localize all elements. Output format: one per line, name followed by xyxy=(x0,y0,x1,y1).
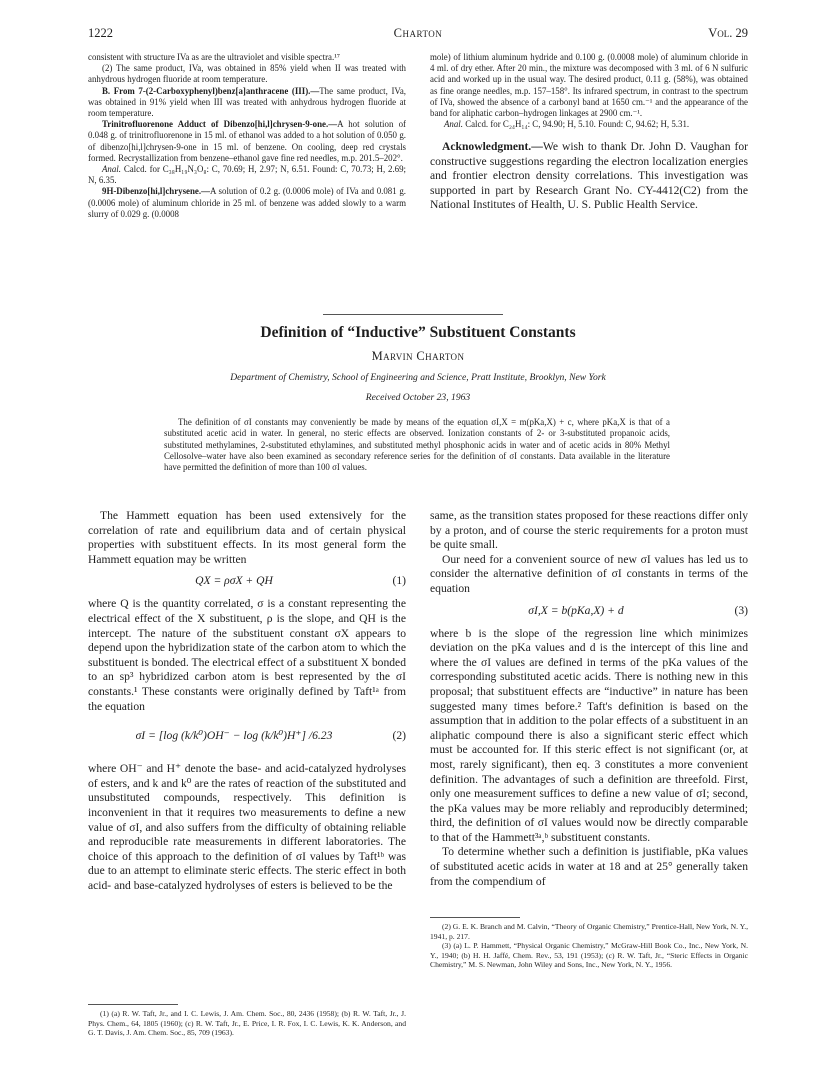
section-heading: B. From 7-(2-Carboxyphenyl)benz[a]anthracene (III).— xyxy=(102,85,320,96)
equation-2 xyxy=(88,718,406,758)
paragraph: where Q is the quantity correlated, σ is a constant representing the electrical effect of the X substituent, ρ is the slope, and QH is the intercept. The nature of the substituent constant σX appears to depend upon the hybridization state of the carbon atom to which the substituent is bonded. The electrical effect of a substituent X bonded to an sp³ hybridized carbon atom is best represented by the σI constants.¹ These constants were originally defined by Taft¹ᵃ from the equation xyxy=(88,597,406,713)
paragraph: 9H-Dibenzo[hi,l]chrysene.—A solution of 0.2 g. (0.0006 mole) of IVa and 0.081 g. (0.0006 mole) of aluminum chloride in 25 ml. of benzene was added slowly to a warm slurry of 0.029 g. (0.0008 xyxy=(88,186,406,219)
running-head xyxy=(88,26,748,44)
paragraph: To determine whether such a definition is justifiable, pKa values of substituted acetic acids in water at 18 and at 25° generally taken from the compendium of xyxy=(430,845,748,888)
paragraph: same, as the transition states proposed for these reactions differ only by a proton, and of course the steric requirements for a proton must be quite small. xyxy=(430,509,748,552)
body-right-column xyxy=(430,509,748,889)
body-left-column xyxy=(88,509,406,893)
paragraph: Anal. Calcd. for C₂₄H₁₄: C, 94.90; H, 5.10. Found: C, 94.62; H, 5.31. xyxy=(444,119,690,130)
acknowledgment: Acknowledgment.—We wish to thank Dr. John D. Vaughan for constructive suggestions regarding the electron localization energies and frontier electron density correlations. This investigation was supported in part by Research Grant No. CY-4412(C2) from the National Institutes of Health, U. S. Public Health Service. xyxy=(430,140,748,212)
author-affiliation: Department of Chemistry, School of Engineering and Science, Pratt Institute, Brooklyn, New York xyxy=(230,372,606,383)
section-heading: 9H-Dibenzo[hi,l]chrysene.— xyxy=(102,186,210,197)
article-author: Marvin Charton xyxy=(371,349,465,363)
volume-label: Vol. 29 xyxy=(708,26,748,40)
paragraph: where b is the slope of the regression line which minimizes deviation on the pKa values and d is the intercept of this line and where the σI values are defined in terms of the pKa values of the corresponding substituted acetic acids. There is nothing new in this proposal; that substituent effects are “inductive” in nature has been suggested many times before.² Taft's definition is based on the assumption that in addition to the polar effects of a substituent in an aliphatic compound there is also a significant steric effect which must be accounted for. If this steric effect is not significant (or, at most, rarely significant), then eq. 3 constitutes a more convenient definition. The advantages of such a definition are threefold. First, only one measurement suffices to define a new value of σI; second, the pKa values may be more reliably and reproducibly determined; third, the definition of σI values would now be directly comparable to that of the Hammett³ᵃ,ᵇ substituent constants. xyxy=(430,626,748,844)
running-head-author: Charton xyxy=(393,26,443,40)
equation-number: (1) xyxy=(392,574,406,588)
footnote: (2) G. E. K. Branch and M. Calvin, “Theory of Organic Chemistry,” Prentice-Hall, New York, N. Y., 1941, p. 217. xyxy=(430,922,748,941)
section-heading: Trinitrofluorenone Adduct of Dibenzo[hi,l]chrysen-9-one.— xyxy=(102,119,338,130)
abstract: The definition of σI constants may conveniently be made by means of the equation σI,X = m(pKa,X) + c, where pKa,X is that of a substituted acetic acid in water. In general, no steric effects are observed. Ionization constants of 2- or 3-substituted propanoic acids, substituted methylamines, 2-substituted ethylamines, and substituted methyl phosphonic acids in water and of acetic acids in 80% Methyl Cellosolve–water have also been examined as secondary reference series for the definition of σI constants. Data available in the literature have permitted the definition of more than 100 σI values. xyxy=(164,417,670,473)
paragraph: The Hammett equation has been used extensively for the correlation of rate and equilibrium data and of certain physical properties with substituent effects. In its most general form the Hammett equation may be written xyxy=(88,509,406,566)
paragraph: Trinitrofluorenone Adduct of Dibenzo[hi,l]chrysen-9-one.—A hot solution of 0.048 g. of trinitrofluorenone in 15 ml. of ethanol was added to a hot solution of 0.050 g. of dibenzo[hi,l]chrysen-9-one in 15 ml. of benzene. On cooling, deep red crystals formed. Recrystallization from benzene–ethanol gave fine red needles, m.p. 201.5–202°. xyxy=(88,119,406,163)
anal-label: Anal. xyxy=(102,164,121,175)
equation-number: (2) xyxy=(392,729,406,743)
footnote-rule xyxy=(88,1004,178,1005)
paragraph: B. From 7-(2-Carboxyphenyl)benz[a]anthracene (III).—The same product, IVa, was obtained in 91% yield when III was treated with anhydrous hydrogen fluoride at room temperature. xyxy=(88,85,406,119)
equation-expression: σI = [log (k/k⁰)OH⁻ − log (k/k⁰)H⁺] /6.23 xyxy=(135,729,333,743)
previous-article-right-column xyxy=(430,52,748,213)
footnotes-left xyxy=(88,1009,406,1038)
previous-article-left-column xyxy=(88,52,406,220)
paragraph: where OH⁻ and H⁺ denote the base- and acid-catalyzed hydrolyses of esters, and k and k⁰ are the rates of reaction of the substituted and unsubstituted compounds, respectively. This definition is inconvenient in that it requires two measurements to define a new value of σI, and also suffers from the difficulty of obtaining reliable and reproducible rate measurements in different laboratories. The choice of this approach to the definition of σI values by Taft¹ᵇ was due to an attempt to eliminate steric effects. The steric effect in both acid- and base-catalyzed hydrolyses of esters is believed to be the xyxy=(88,762,406,892)
footnote: (3) (a) L. P. Hammett, “Physical Organic Chemistry,” McGraw-Hill Book Co., Inc., New York, N. Y., 1940; (b) H. H. Jaffé, Chem. Rev., 53, 191 (1953); (c) R. W. Taft, Jr., “Steric Effects in Organic Chemistry,” M. S. Newman, John Wiley and Sons, Inc., New York, N. Y., 1956. xyxy=(430,941,748,969)
equation-expression: σI,X = b(pKa,X) + d xyxy=(528,603,624,617)
paragraph: consistent with structure IVa as are the ultraviolet and visible spectra.¹⁷ xyxy=(88,52,340,62)
paragraph: mole) of lithium aluminum hydride and 0.100 g. (0.0008 mole) of aluminum chloride in 4 ml. of dry ether. After 20 min., the mixture was decomposed with 3 ml. of 6 N sulfuric acid and worked up in the usual way. The desired product, 0.11 g. (58%), was obtained as fine orange needles, m.p. 157–158°. Its infrared spectrum, in contrast to the spectrum of IVa, showed the absence of a carbonyl band at 1650 cm.⁻¹ and the appearance of the band for aliphatic carbon–hydrogen linkages at 2900 cm.⁻¹. xyxy=(430,52,748,119)
paragraph: Our need for a convenient source of new σI values has led us to consider the alternative definition of σI constants in terms of the equation xyxy=(430,552,748,595)
footnotes-right xyxy=(430,922,748,970)
article-divider xyxy=(323,314,503,315)
anal-label: Anal. xyxy=(444,119,463,130)
footnote: (1) (a) R. W. Taft, Jr., and I. C. Lewis, J. Am. Chem. Soc., 80, 2436 (1958); (b) R. W. Taft, Jr., J. Phys. Chem., 64, 1805 (1960); (c) R. W. Taft, Jr., E. Price, I. R. Fox, I. C. Lewis, K. K. Anderson, and G. T. Davis, J. Am. Chem. Soc., 85, 709 (1963). xyxy=(88,1009,406,1037)
page-number: 1222 xyxy=(88,26,113,40)
article-title: Definition of “Inductive” Substituent Constants xyxy=(260,324,576,341)
paragraph: (2) The same product, IVa, was obtained in 85% yield when II was treated with anhydrous hydrogen fluoride at room temperature. xyxy=(88,63,406,85)
equation-expression: QX = ρσX + QH xyxy=(195,574,273,588)
equation-3 xyxy=(430,601,748,623)
footnote-rule xyxy=(430,917,520,918)
paragraph: Anal. Calcd. for C₃₈H₁₉N₃O₈: C, 70.69; H, 2.97; N, 6.51. Found: C, 70.73; H, 2.69; N, 6.35. xyxy=(88,164,407,186)
acknowledgment-heading: Acknowledgment.— xyxy=(442,140,543,154)
received-date: Received October 23, 1963 xyxy=(365,392,471,403)
equation-number: (3) xyxy=(734,603,748,617)
equation-1 xyxy=(88,571,406,593)
